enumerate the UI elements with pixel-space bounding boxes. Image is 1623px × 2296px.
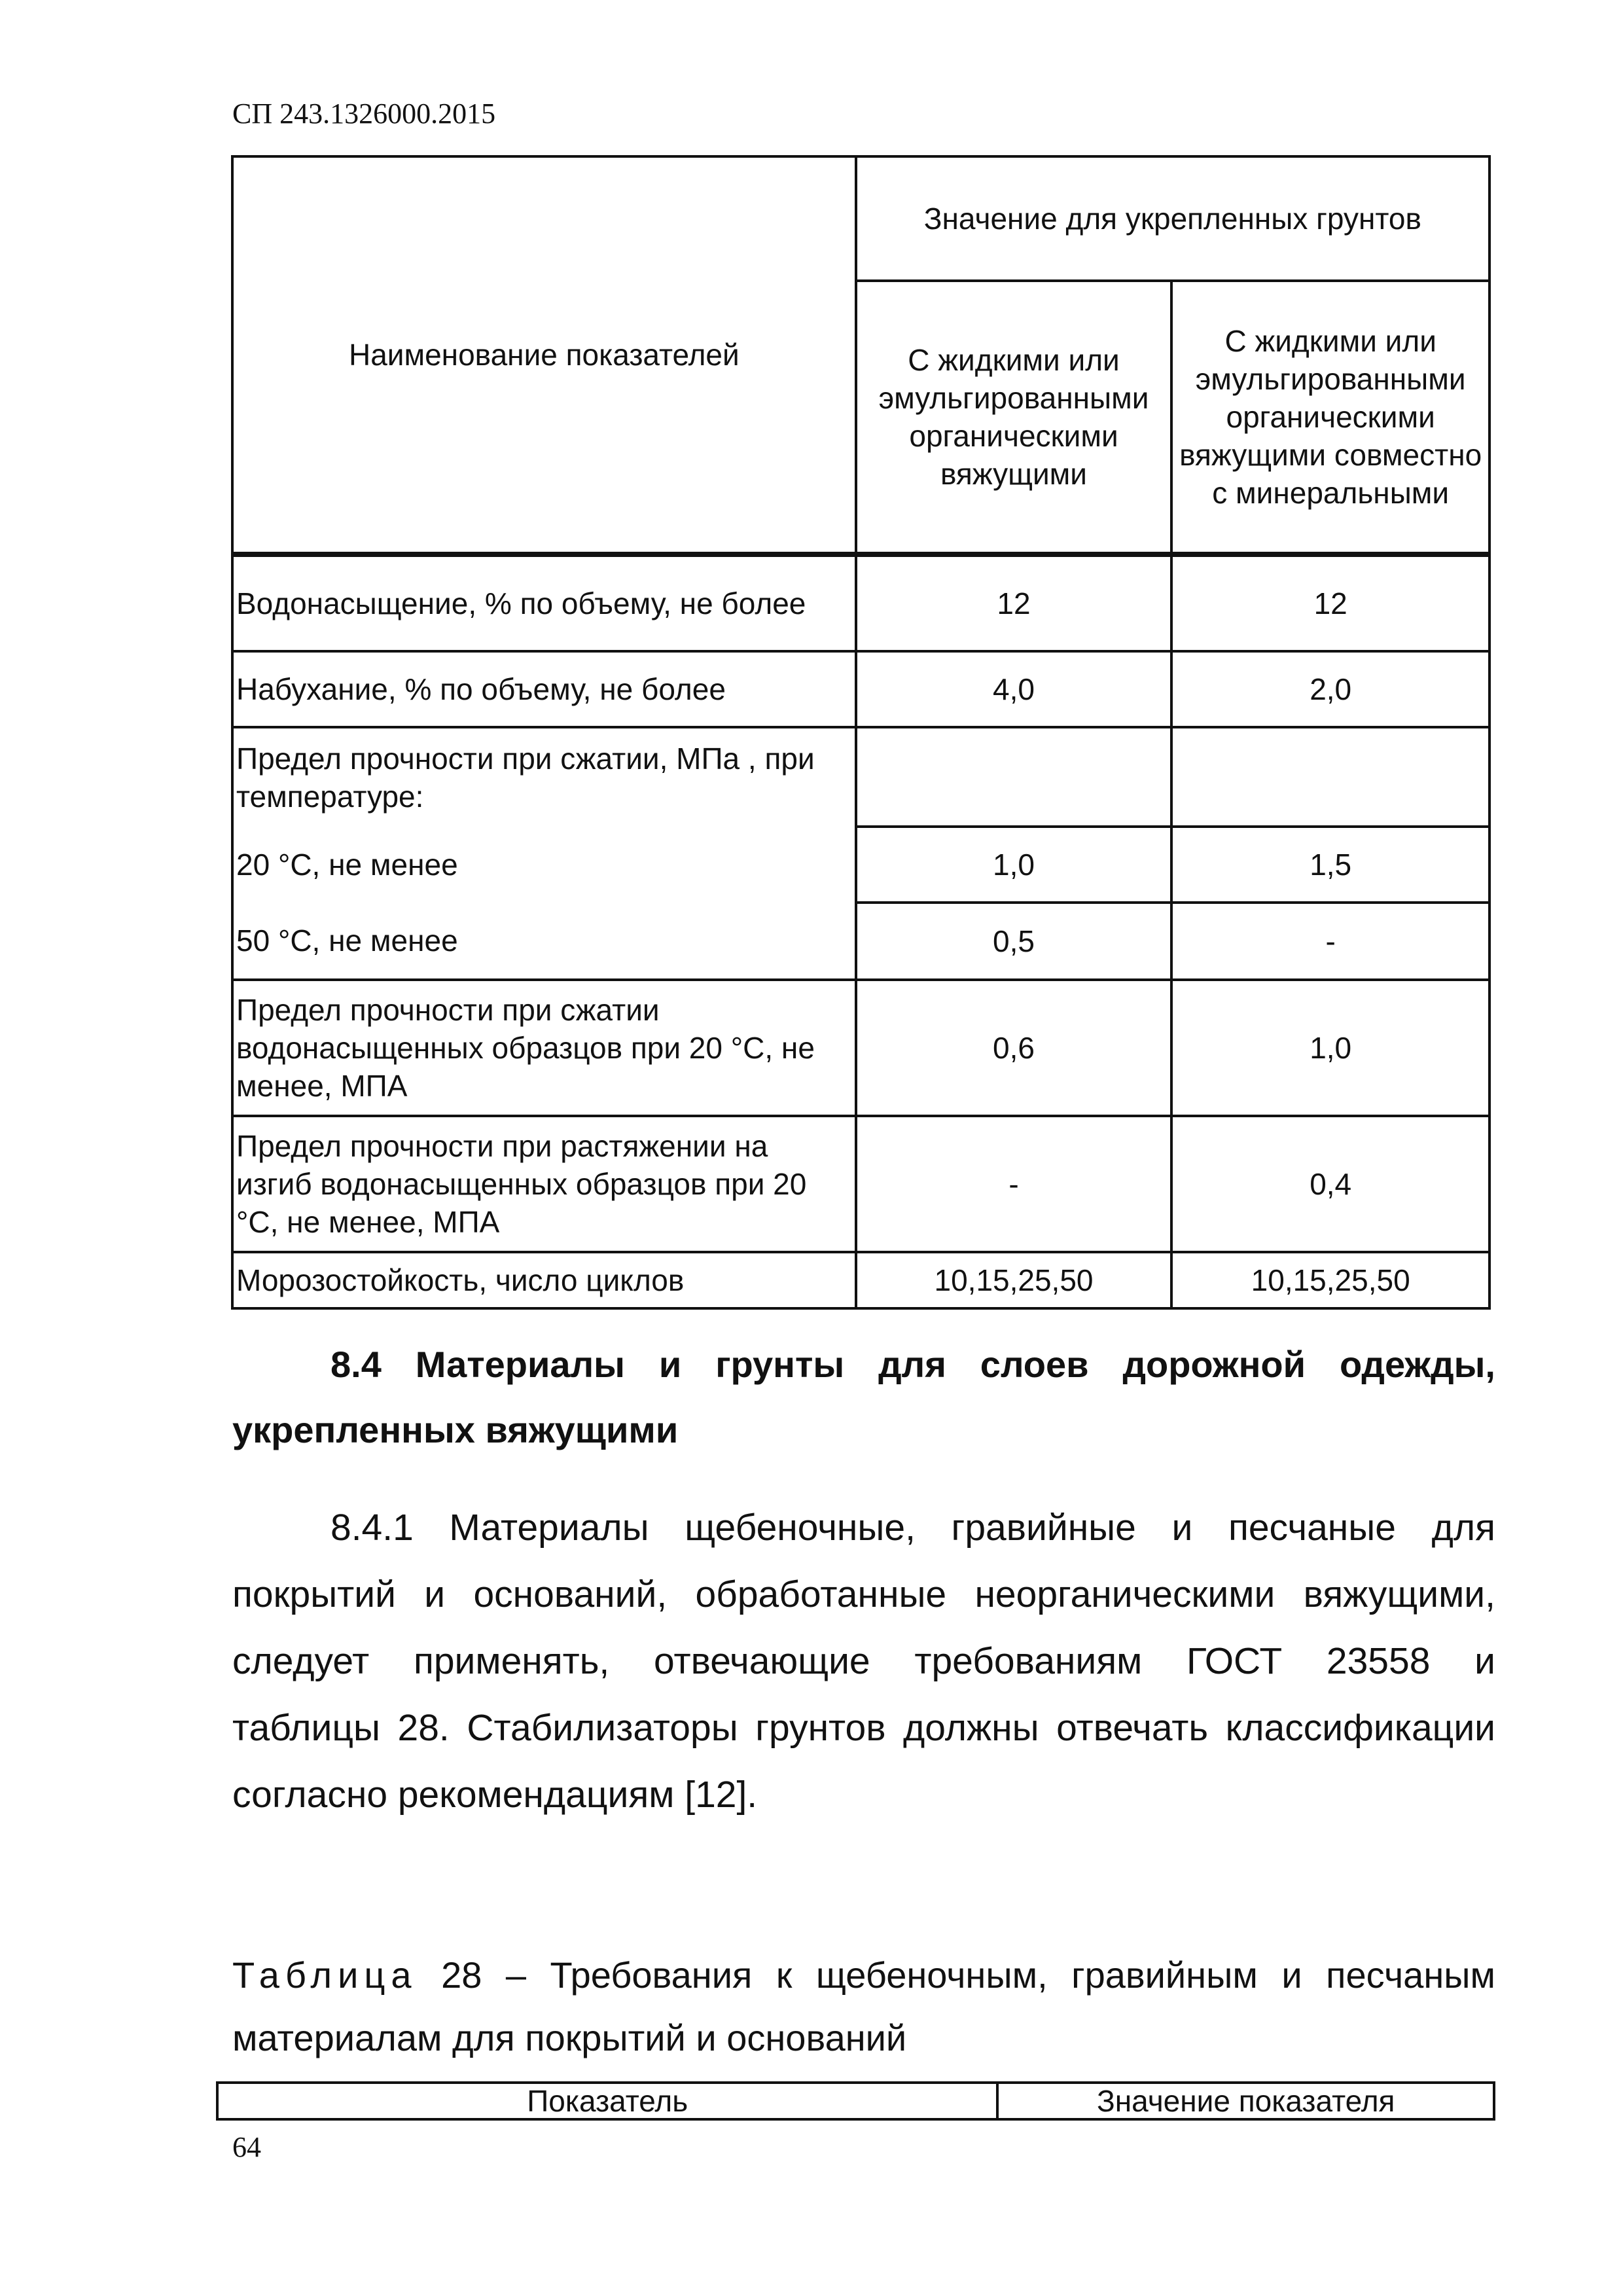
- paragraph-8-4-1: [232, 1494, 1495, 1828]
- table-row: [232, 651, 1489, 727]
- paragraph-line: следует применять, отвечающие требованиям ГОСТ 23558 и: [232, 1640, 1495, 1682]
- row-name: Предел прочности при сжатии, МПа , при температуре:: [232, 727, 856, 827]
- row-value-2: -: [1171, 903, 1489, 980]
- row-name: Предел прочности при сжатии водонасыщенных образцов при 20 °С, не менее, МПА: [232, 980, 856, 1116]
- header-indicator-name: Наименование показателей: [232, 156, 856, 554]
- section-heading: [232, 1332, 1495, 1463]
- paragraph-line: покрытий и оснований, обработанные неорганическими вяжущими,: [232, 1573, 1495, 1615]
- row-name: Предел прочности при растяжении на изгиб водонасыщенных образцов при 20 °С, не менее, МПА: [232, 1116, 856, 1252]
- table-28: [216, 2081, 1495, 2121]
- row-value-1: [856, 727, 1172, 827]
- row-value-1: 12: [856, 554, 1172, 651]
- row-value-1: 0,6: [856, 980, 1172, 1116]
- row-value-1: 10,15,25,50: [856, 1252, 1172, 1308]
- table-header-row: [232, 156, 1489, 281]
- table-row: [232, 980, 1489, 1116]
- row-value-1: 0,5: [856, 903, 1172, 980]
- row-name: Водонасыщение, % по объему, не более: [232, 554, 856, 651]
- caption-line: материалам для покрытий и оснований: [232, 2017, 907, 2058]
- row-value-2: 10,15,25,50: [1171, 1252, 1489, 1308]
- page-number: 64: [232, 2131, 261, 2163]
- table-28-caption: [232, 1944, 1495, 2070]
- header-col-organic: С жидкими или эмульгированными органическими вяжущими: [856, 281, 1172, 554]
- table-row: [232, 1116, 1489, 1252]
- row-name: Морозостойкость, число циклов: [232, 1252, 856, 1308]
- table-row: [232, 727, 1489, 827]
- row-value-2: 2,0: [1171, 651, 1489, 727]
- row-value-2: 12: [1171, 554, 1489, 651]
- row-value-1: 1,0: [856, 827, 1172, 903]
- header-group-values: Значение для укрепленных грунтов: [856, 156, 1489, 281]
- row-value-2: 0,4: [1171, 1116, 1489, 1252]
- section-heading-line: 8.4 Материалы и грунты для слоев дорожной одежды,: [330, 1344, 1495, 1385]
- paragraph-line: таблицы 28. Стабилизаторы грунтов должны отвечать классификации: [232, 1707, 1495, 1749]
- caption-text: 28 – Требования к щебеночным, гравийным и песчаным: [441, 1954, 1495, 1996]
- table-row: [232, 1252, 1489, 1308]
- row-value-1: -: [856, 1116, 1172, 1252]
- header-indicator-value: Значение показателя: [997, 2083, 1494, 2119]
- table-row: [232, 827, 1489, 903]
- table-row: [232, 903, 1489, 980]
- header-col-organic-mineral: С жидкими или эмульгированными органическими вяжущими совместно с минеральными: [1171, 281, 1489, 554]
- caption-label: Таблица: [232, 1954, 418, 1996]
- row-name: 50 °С, не менее: [232, 903, 856, 980]
- header-indicator: Показатель: [217, 2083, 997, 2119]
- paragraph-line: 8.4.1 Материалы щебеночные, гравийные и песчаные для: [330, 1507, 1495, 1549]
- row-value-2: 1,0: [1171, 980, 1489, 1116]
- document-code-header: СП 243.1326000.2015: [232, 98, 496, 130]
- row-name: 20 °С, не менее: [232, 827, 856, 903]
- caption-line: [232, 1944, 1495, 2007]
- row-value-2: [1171, 727, 1489, 827]
- paragraph-line: согласно рекомендациям [12].: [232, 1774, 758, 1816]
- row-name: Набухание, % по объему, не более: [232, 651, 856, 727]
- table-header-row: [217, 2083, 1494, 2119]
- row-value-2: 1,5: [1171, 827, 1489, 903]
- section-heading-line: укрепленных вяжущими: [232, 1409, 679, 1450]
- indicators-table: [231, 155, 1491, 1310]
- row-value-1: 4,0: [856, 651, 1172, 727]
- table-row: [232, 554, 1489, 651]
